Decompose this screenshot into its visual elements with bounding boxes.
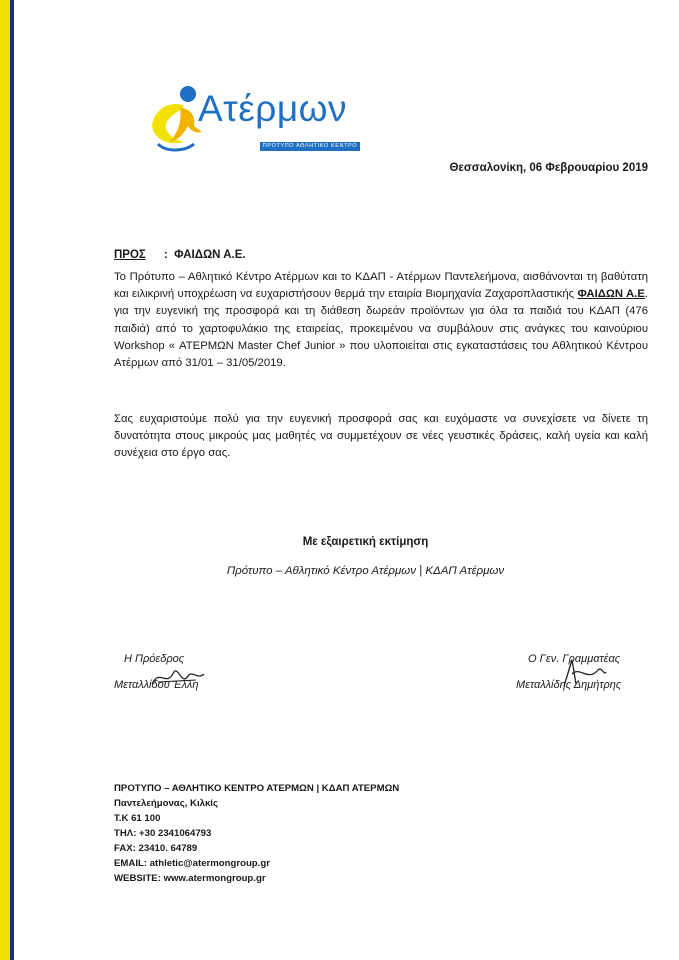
footer-organization: ΠΡΟΤΥΠΟ – ΑΘΛΗΤΙΚΟ ΚΕΝΤΡΟ ΑΤΕΡΜΩΝ | ΚΔΑΠ ΑΤΕΡΜΩΝ: [114, 783, 400, 794]
left-border-blue: [10, 0, 14, 960]
logo-tagline: ΠΡΟΤΥΠΟ ΑΘΛΗΤΙΚΟ ΚΕΝΤΡΟ: [260, 142, 360, 151]
closing-regards: Με εξαιρετική εκτίμηση: [302, 536, 429, 548]
footer-email: EMAIL: athletic@atermongroup.gr: [114, 858, 270, 869]
recipient-label: ΠΡΟΣ: [114, 249, 146, 261]
ateremon-logo: [150, 82, 360, 157]
body-paragraph-2: Σας ευχαριστούμε πολύ για την ευγενική προσφορά σας και ευχόμαστε να συνεχίσετε να δίνετε τη δυνατότητα στους μικρούς μας μαθητές να συμμετέχουν σε νέες γευστικές δράσεις, καλή υγεία και καλή συνέχεια στο έργο σας.: [114, 413, 648, 460]
left-signatory-name: Μεταλλίδου Έλλη: [114, 679, 199, 691]
right-signatory-name: Μεταλλίδης Δημήτρης: [516, 679, 622, 691]
left-signatory-title: Η Πρόεδρος: [124, 653, 185, 665]
paragraph-1-rest: . για την ευγενική της προσφορά και τη διάθεση δωρεάν προϊόντων για όλα τα παιδιά του ΚΔΑΠ (476 παιδιά) από το χαρτοφυλάκιο της εταιρείας, προκειμένου να συμβάλουν στις ανάγκες του καινούριου Workshop « ΑΤΕΡΜΩΝ Master Chef Junior » που υλοποιείται στις εγκαταστάσεις του Αθλητικού Κέντρου Ατέρμων από 31/01 – 31/05/2019.: [114, 288, 648, 370]
letter-date: Θεσσαλονίκη, 06 Φεβρουαρίου 2019: [449, 162, 648, 174]
recipient-line: [114, 249, 246, 261]
left-border-yellow: [0, 0, 10, 960]
closing-organization: Πρότυπο – Αθλητικό Κέντρο Ατέρμων | ΚΔΑΠ Ατέρμων: [226, 565, 505, 577]
recipient-separator: :: [163, 249, 168, 261]
footer-city: Παντελεήμονας, Κιλκίς: [114, 798, 218, 809]
paragraph-1-intro: Το Πρότυπο – Αθλητικό Κέντρο Ατέρμων και το ΚΔΑΠ - Ατέρμων Παντελεήμονα, αισθάνονται τη βαθύτατη και ειλικρινή υποχρέωση να ευχαριστήσουν θερμά την εταιρία Βιομηχανία Ζαχαροπλαστικής: [114, 271, 648, 301]
recipient-name: ΦΑΙΔΩΝ Α.Ε.: [174, 249, 246, 261]
footer-website: WEBSITE: www.atermongroup.gr: [114, 873, 266, 884]
footer-fax: FAX: 23410. 64789: [114, 843, 198, 854]
footer-phone: ΤΗΛ: +30 2341064793: [114, 828, 212, 839]
logo-wordmark: Ατέρμων: [198, 88, 348, 129]
company-name-highlight: ΦΑΙΔΩΝ Α.Ε: [577, 288, 645, 301]
body-paragraph-1: [114, 269, 648, 372]
footer-postcode: Τ.Κ 61 100: [114, 813, 161, 824]
right-signatory-title: Ο Γεν. Γραμματέας: [528, 653, 621, 665]
footer-contact-block: [114, 781, 399, 886]
